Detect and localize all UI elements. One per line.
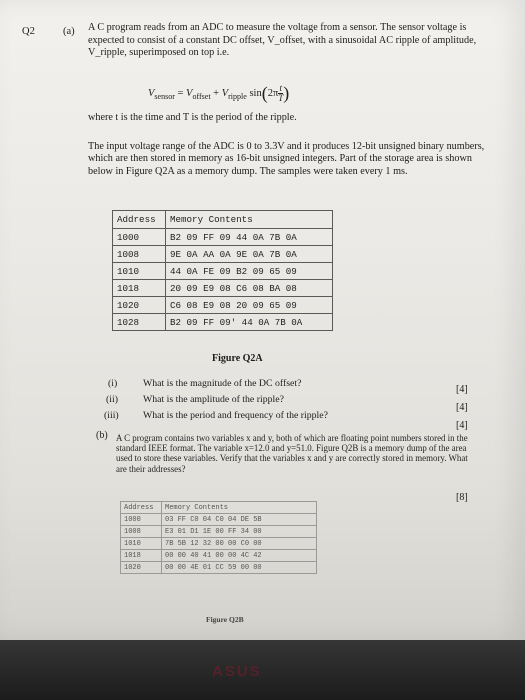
figure-q2a-caption: Figure Q2A <box>212 353 263 364</box>
subquestion-2-marks: [4] <box>456 402 468 413</box>
address-cell: 1000 <box>113 229 166 246</box>
part-b-label: (b) <box>96 430 108 441</box>
formula-v1-sub: offset <box>192 92 211 101</box>
formula-arg-num: t <box>279 83 283 93</box>
subquestion-1-text: What is the magnitude of the DC offset? <box>143 378 302 389</box>
figure-q2b-caption: Figure Q2B <box>206 615 244 624</box>
formula-v1: V <box>186 87 193 99</box>
formula-v2-sub: ripple <box>228 92 247 101</box>
part-a-label: (a) <box>63 26 75 37</box>
formula <box>148 84 289 103</box>
subquestion-2-text: What is the amplitude of the ripple? <box>143 394 284 405</box>
subquestion-3-marks: [4] <box>456 420 468 431</box>
table-row <box>121 562 317 574</box>
subquestion-1-number: (i) <box>108 378 118 389</box>
table-header-contents: Memory Contents <box>162 502 317 514</box>
subquestion-3-text: What is the period and frequency of the ripple? <box>143 410 328 421</box>
address-cell: 1010 <box>113 263 166 280</box>
table-row <box>121 550 317 562</box>
address-cell: 1008 <box>113 246 166 263</box>
address-cell: 1020 <box>121 562 162 574</box>
part-b-marks: [8] <box>456 492 468 503</box>
address-cell: 1018 <box>121 550 162 562</box>
formula-close-paren: ) <box>283 82 290 103</box>
contents-cell: 9E 0A AA 0A 9E 0A 7B 0A <box>166 246 333 263</box>
question-intro: A C program reads from an ADC to measure the voltage from a sensor. The sensor voltage is expected to consist of a constant DC offset, V_offset, with a sinusoidal AC ripple of amplitude, V_ripple, superimposed on top i.e. <box>88 22 477 58</box>
part-b-text: A C program contains two variables x and y, both of which are floating point numbers stored in the standard IEEE format. The variable x=12.0 and y=51.0. Figure Q2B is a memory dump of the area used to store these variables. Verify that the variables x and y are correctly stored in memory. What are their addresses? <box>116 433 468 474</box>
table-row <box>113 297 333 314</box>
table-header-row <box>121 502 317 514</box>
contents-cell: 20 09 E9 08 C6 08 BA 08 <box>166 280 333 297</box>
table-header-contents: Memory Contents <box>166 211 333 229</box>
formula-arg-coef: 2π <box>267 87 279 99</box>
table-row <box>121 538 317 550</box>
address-cell: 1010 <box>121 538 162 550</box>
address-cell: 1020 <box>113 297 166 314</box>
formula-open-paren: ( <box>261 82 268 103</box>
subquestion-3-number: (iii) <box>104 410 119 421</box>
table-row <box>113 229 333 246</box>
table-row <box>121 514 317 526</box>
formula-arg-den: T <box>278 93 284 103</box>
laptop-logo: ASUS <box>212 663 262 680</box>
address-cell: 1018 <box>113 280 166 297</box>
formula-fn: sin <box>249 87 262 99</box>
contents-cell: 00 00 4E 01 CC 59 00 00 <box>162 562 317 574</box>
address-cell: 1028 <box>113 314 166 331</box>
formula-plus: + <box>213 87 220 99</box>
formula-v2: V <box>221 87 229 99</box>
contents-cell: 00 00 40 41 00 00 4C 42 <box>162 550 317 562</box>
contents-cell: 03 FF C0 04 C0 04 DE 5B <box>162 514 317 526</box>
table-row <box>113 246 333 263</box>
contents-cell: B2 09 FF 09' 44 0A 7B 0A <box>166 314 333 331</box>
table-row <box>113 314 333 331</box>
address-cell: 1008 <box>121 526 162 538</box>
question-number: Q2 <box>22 26 35 37</box>
memory-dump-table-a <box>112 210 333 331</box>
memory-dump-table-b <box>120 501 317 574</box>
formula-eq: = <box>177 87 184 99</box>
adc-paragraph: The input voltage range of the ADC is 0 to 3.3V and it produces 12-bit unsigned binary numbers, which are then stored in memory as 16-bit unsigned integers. Part of the storage area is shown below in Figure Q2A as a memory dump. The samples were taken every 1 ms. <box>88 141 485 177</box>
table-header-address: Address <box>121 502 162 514</box>
table-row <box>113 263 333 280</box>
where-text: where t is the time and T is the period of the ripple. <box>88 112 297 123</box>
contents-cell: C6 08 E9 08 20 09 65 09 <box>166 297 333 314</box>
table-header-row <box>113 211 333 229</box>
contents-cell: 7B 5B 12 32 00 00 C0 00 <box>162 538 317 550</box>
formula-lhs: V <box>148 87 155 99</box>
address-cell: 1000 <box>121 514 162 526</box>
table-header-address: Address <box>113 211 166 229</box>
contents-cell: 44 0A FE 09 B2 09 65 09 <box>166 263 333 280</box>
formula-lhs-sub: sensor <box>154 92 175 101</box>
subquestion-2-number: (ii) <box>106 394 118 405</box>
table-row <box>113 280 333 297</box>
table-row <box>121 526 317 538</box>
contents-cell: E3 01 D1 1E 00 FF 34 00 <box>162 526 317 538</box>
contents-cell: B2 09 FF 09 44 0A 7B 0A <box>166 229 333 246</box>
subquestion-1-marks: [4] <box>456 384 468 395</box>
